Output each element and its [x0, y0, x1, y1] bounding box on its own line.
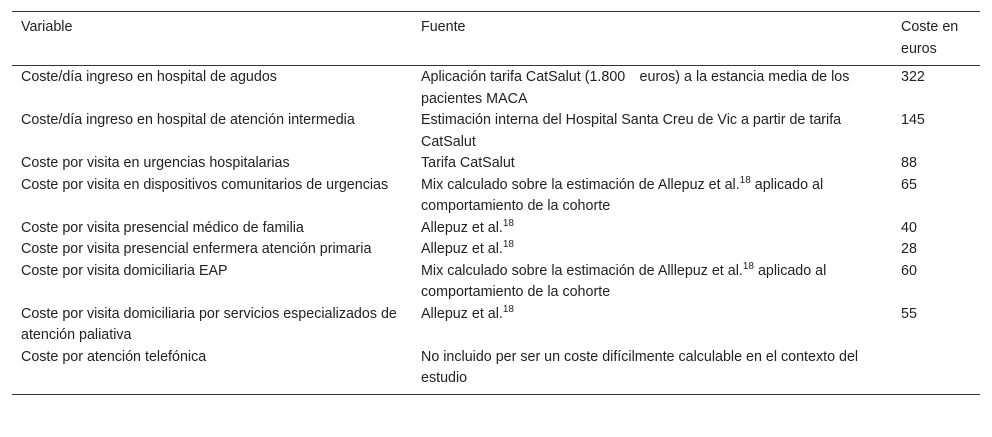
cell-fuente-text: Mix calculado sobre la estimación de Alllepuz et al. [421, 262, 743, 279]
table-row [12, 261, 980, 304]
cell-fuente [412, 218, 892, 240]
cell-coste: 55 [901, 305, 917, 322]
cell-fuente [412, 175, 892, 218]
cell-fuente [412, 153, 892, 175]
cell-fuente [412, 304, 892, 347]
cell-fuente-text: Aplicación tarifa CatSalut (1.800 euros) a la estancia media de los pacientes MACA [421, 69, 850, 107]
cell-fuente-after: aplicado al comportamiento de la cohorte [421, 176, 824, 214]
cell-coste: 40 [901, 219, 917, 236]
header-coste-line1: Coste en [901, 19, 959, 35]
table-row [12, 304, 980, 347]
cell-fuente-text: Mix calculado sobre la estimación de Allepuz et al. [421, 176, 740, 193]
cell-variable: Coste por visita en urgencias hospitalarias [21, 155, 290, 171]
reference-superscript: 18 [502, 239, 514, 250]
table-row [12, 175, 980, 218]
cell-variable: Coste/día ingreso en hospital de atención intermedia [21, 112, 355, 128]
cell-fuente-text: Allepuz et al. [421, 219, 503, 236]
header-coste [892, 17, 980, 60]
cell-variable: Coste por visita domiciliaria por servicios especializados de atención paliativa [21, 305, 397, 343]
cell-coste: 145 [901, 112, 925, 128]
cell-fuente-after: aplicado al comportamiento de la cohorte [421, 262, 827, 300]
table-row [12, 218, 980, 240]
reference-superscript: 18 [739, 174, 751, 186]
cell-variable: Coste por visita domiciliaria EAP [21, 262, 228, 279]
cell-coste: 65 [901, 176, 917, 193]
cell-fuente-text: Estimación interna del Hospital Santa Creu de Vic a partir de tarifa CatSalut [421, 112, 842, 150]
reference-superscript: 18 [502, 303, 514, 315]
cell-coste: 88 [901, 155, 917, 171]
table-header-row [12, 12, 980, 66]
cell-variable: Coste/día ingreso en hospital de agudos [21, 69, 277, 85]
cell-variable: Coste por atención telefónica [21, 348, 207, 365]
cell-fuente [412, 110, 892, 153]
cell-variable: Coste por visita presencial médico de familia [21, 219, 304, 236]
cell-fuente-text: Tarifa CatSalut [421, 155, 515, 171]
header-fuente: Fuente [421, 19, 466, 35]
table-row [12, 347, 980, 390]
table-row [12, 153, 980, 175]
table-row [12, 67, 980, 110]
cell-fuente [412, 347, 892, 390]
reference-superscript: 18 [742, 260, 754, 272]
cell-coste: 60 [901, 262, 917, 279]
cell-fuente-text: Allepuz et al. [421, 241, 503, 257]
cell-variable: Coste por visita en dispositivos comunitarios de urgencias [21, 176, 389, 193]
cell-coste [892, 347, 980, 390]
cell-fuente [412, 239, 892, 261]
cell-fuente [412, 261, 892, 304]
table-body [12, 66, 980, 394]
cell-coste: 28 [901, 241, 917, 257]
cell-variable: Coste por visita presencial enfermera atención primaria [21, 241, 372, 257]
header-coste-line2: euros [901, 40, 937, 57]
cost-table [12, 11, 980, 395]
table-row [12, 239, 980, 261]
table-row [12, 110, 980, 153]
cell-fuente-text: No incluido per ser un coste difícilmente calculable en el contexto del estudio [421, 348, 859, 386]
cell-coste: 322 [901, 69, 925, 85]
header-variable: Variable [21, 19, 73, 35]
cell-fuente [412, 67, 892, 110]
cell-fuente-text: Allepuz et al. [421, 305, 503, 322]
reference-superscript: 18 [502, 217, 514, 229]
